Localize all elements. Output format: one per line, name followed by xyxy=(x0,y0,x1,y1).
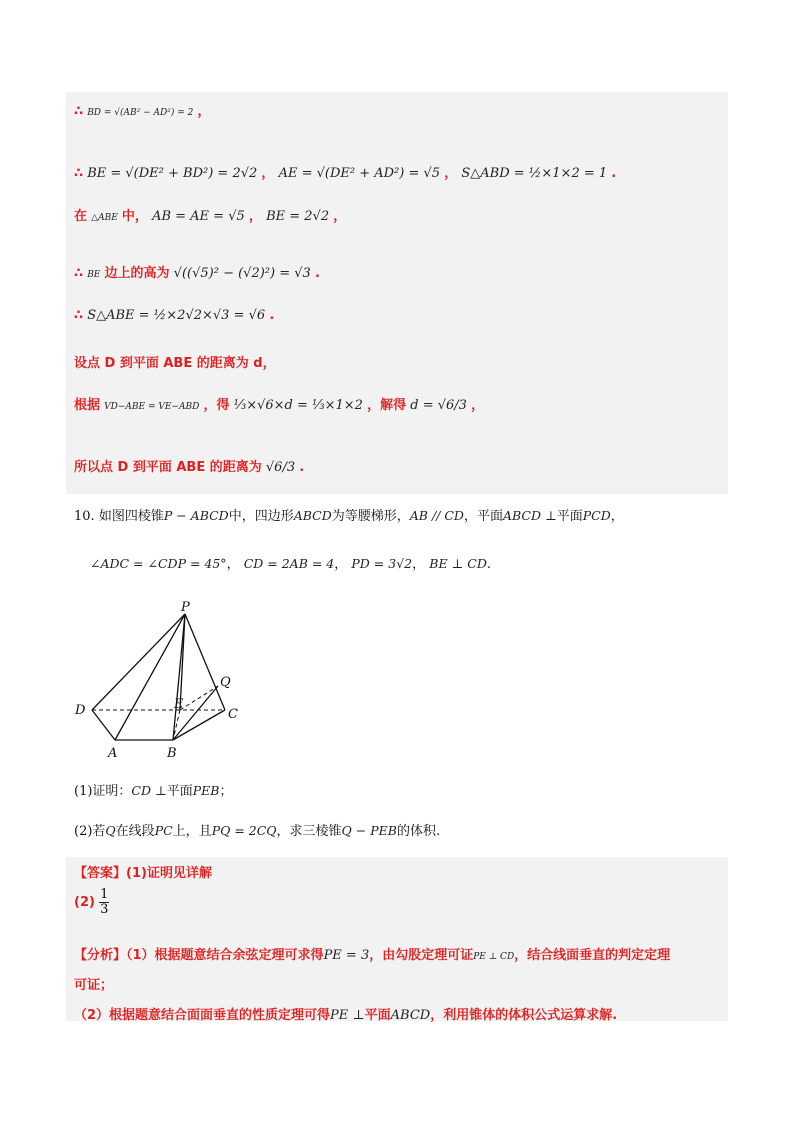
answer-label: 【答案】 xyxy=(74,866,127,881)
math-ae: AE = √(DE² + AD²) = √5 xyxy=(278,166,441,181)
label-a: A xyxy=(108,746,118,761)
analysis-line-1: 【分析】（1）根据题意结合余弦定理可求得PE = 3，由勾股定理可证PE ⊥ CD，结合线面垂直的判定定理 xyxy=(74,948,671,963)
math-be: BE = √(DE² + BD²) = 2√2 xyxy=(87,166,258,181)
solution-line-1: ∴ BD = √(AB² − AD²) = 2 ， xyxy=(74,104,211,119)
subquestion-2: (2)若Q在线段PC上，且PQ = 2CQ，求三棱锥Q − PEB的体积. xyxy=(74,823,441,839)
label-c: C xyxy=(228,707,238,722)
subquestion-1: (1)证明：CD ⊥平面PEB； xyxy=(74,783,233,799)
pyramid-figure xyxy=(70,600,250,765)
edge-eq-hidden xyxy=(180,686,218,710)
edge-pc xyxy=(185,614,225,710)
label-d: D xyxy=(75,703,86,718)
question-line-1: 10. 如图四棱锥P − ABCD中，四边形ABCD为等腰梯形，AB // CD，平面ABCD ⊥平面PCD， xyxy=(74,508,624,524)
analysis-line-2: 可证； xyxy=(74,978,114,993)
answer-line-1: 【答案】(1)证明见详解 xyxy=(74,866,212,881)
solution-line-8: 所以点 D 到平面 ABE 的距离为 √6/3 . xyxy=(74,460,305,475)
answer-line-2: (2) $\frac{1}{3}$ xyxy=(74,887,109,917)
answer-fraction: $\frac{1}{3}$ xyxy=(100,887,109,917)
edge-da xyxy=(92,710,115,740)
label-b: B xyxy=(167,746,177,761)
math-bd: BD = √(AB² − AD²) = 2 xyxy=(87,108,194,118)
label-q: Q xyxy=(220,675,231,690)
label-e: E xyxy=(174,697,184,712)
solution-line-4: ∴ BE 边上的高为 √((√5)² − (√2)²) = √3 . xyxy=(74,266,320,281)
answer-panel xyxy=(66,857,728,1021)
solution-line-6: 设点 D 到平面 ABE 的距离为 d， xyxy=(74,356,276,371)
edge-pd xyxy=(92,614,185,710)
solution-line-3: 在 △ABE 中， AB = AE = √5 ， BE = 2√2 ， xyxy=(74,209,347,224)
solution-line-5: ∴ S△ABE = ½×2√2×√3 = √6 . xyxy=(74,308,275,323)
analysis-label: 【分析】 xyxy=(74,948,127,963)
question-number: 10. xyxy=(74,509,95,524)
question-line-2: ∠ADC = ∠CDP = 45°， CD = 2AB = 4， PD = 3√2， BE ⊥ CD. xyxy=(90,556,492,572)
math-s-abd: S△ABD = ½×1×2 = 1 xyxy=(461,166,608,181)
solution-panel xyxy=(66,92,728,494)
edge-bc xyxy=(173,710,225,740)
solution-line-2: ∴ BE = √(DE² + BD²) = 2√2 ， AE = √(DE² + AD²) = √5 ， S△ABD = ½×1×2 = 1 . xyxy=(74,166,617,181)
label-p: P xyxy=(181,600,190,615)
solution-line-7: 根据 VD−ABE = VE−ABD ，得 ⅓×√6×d = ⅓×1×2 ，解得 d = √6/3 ， xyxy=(74,398,485,413)
analysis-line-3: （2）根据题意结合面面垂直的性质定理可得PE ⊥平面ABCD，利用锥体的体积公式运算求解. xyxy=(74,1008,618,1023)
